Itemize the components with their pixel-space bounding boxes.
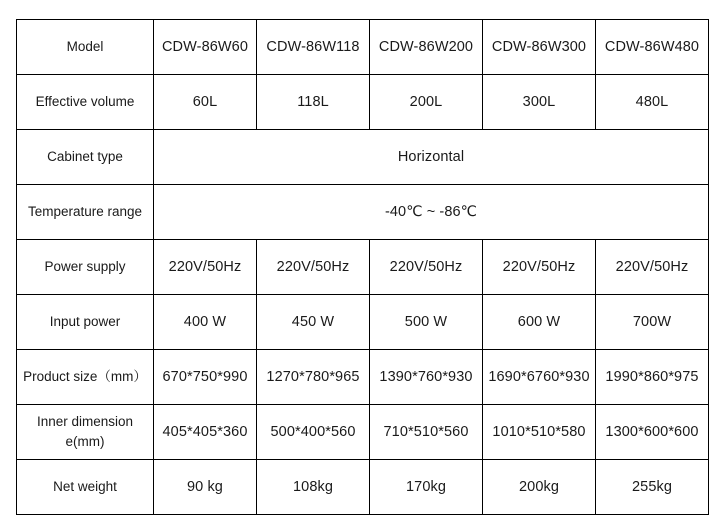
model-cell: CDW-86W118 — [257, 20, 370, 75]
power-supply-cell: 220V/50Hz — [483, 240, 596, 295]
input-power-cell: 700W — [596, 295, 709, 350]
volume-cell: 300L — [483, 75, 596, 130]
model-cell: CDW-86W200 — [370, 20, 483, 75]
volume-cell: 480L — [596, 75, 709, 130]
temperature-range-cell: -40℃ ~ -86℃ — [154, 185, 709, 240]
net-weight-cell: 170kg — [370, 460, 483, 515]
label-temperature-range: Temperature range — [17, 185, 154, 240]
power-supply-cell: 220V/50Hz — [154, 240, 257, 295]
inner-dimension-cell: 500*400*560 — [257, 405, 370, 460]
row-inner-dimension — [17, 405, 709, 460]
product-size-cell: 1270*780*965 — [257, 350, 370, 405]
volume-cell: 200L — [370, 75, 483, 130]
input-power-cell: 500 W — [370, 295, 483, 350]
input-power-cell: 600 W — [483, 295, 596, 350]
product-size-cell: 1990*860*975 — [596, 350, 709, 405]
label-power-supply: Power supply — [17, 240, 154, 295]
net-weight-cell: 90 kg — [154, 460, 257, 515]
label-cabinet-type: Cabinet type — [17, 130, 154, 185]
row-input-power — [17, 295, 709, 350]
model-cell: CDW-86W60 — [154, 20, 257, 75]
inner-dimension-cell: 1300*600*600 — [596, 405, 709, 460]
row-cabinet-type — [17, 130, 709, 185]
model-cell: CDW-86W300 — [483, 20, 596, 75]
row-net-weight — [17, 460, 709, 515]
input-power-cell: 450 W — [257, 295, 370, 350]
net-weight-cell: 200kg — [483, 460, 596, 515]
volume-cell: 118L — [257, 75, 370, 130]
product-size-cell: 1390*760*930 — [370, 350, 483, 405]
product-size-cell: 670*750*990 — [154, 350, 257, 405]
inner-dimension-cell: 405*405*360 — [154, 405, 257, 460]
label-net-weight: Net weight — [17, 460, 154, 515]
inner-dimension-cell: 710*510*560 — [370, 405, 483, 460]
power-supply-cell: 220V/50Hz — [257, 240, 370, 295]
net-weight-cell: 108kg — [257, 460, 370, 515]
row-product-size — [17, 350, 709, 405]
row-power-supply — [17, 240, 709, 295]
label-effective-volume: Effective volume — [17, 75, 154, 130]
inner-dimension-cell: 1010*510*580 — [483, 405, 596, 460]
cabinet-type-cell: Horizontal — [154, 130, 709, 185]
row-temperature-range — [17, 185, 709, 240]
model-cell: CDW-86W480 — [596, 20, 709, 75]
net-weight-cell: 255kg — [596, 460, 709, 515]
label-product-size: Product size（mm） — [17, 350, 154, 405]
label-input-power: Input power — [17, 295, 154, 350]
power-supply-cell: 220V/50Hz — [370, 240, 483, 295]
spec-table — [16, 19, 709, 515]
input-power-cell: 400 W — [154, 295, 257, 350]
volume-cell: 60L — [154, 75, 257, 130]
row-effective-volume — [17, 75, 709, 130]
label-inner-dimension: Inner dimension e(mm) — [17, 405, 154, 460]
label-model: Model — [17, 20, 154, 75]
product-size-cell: 1690*6760*930 — [483, 350, 596, 405]
power-supply-cell: 220V/50Hz — [596, 240, 709, 295]
row-model — [17, 20, 709, 75]
